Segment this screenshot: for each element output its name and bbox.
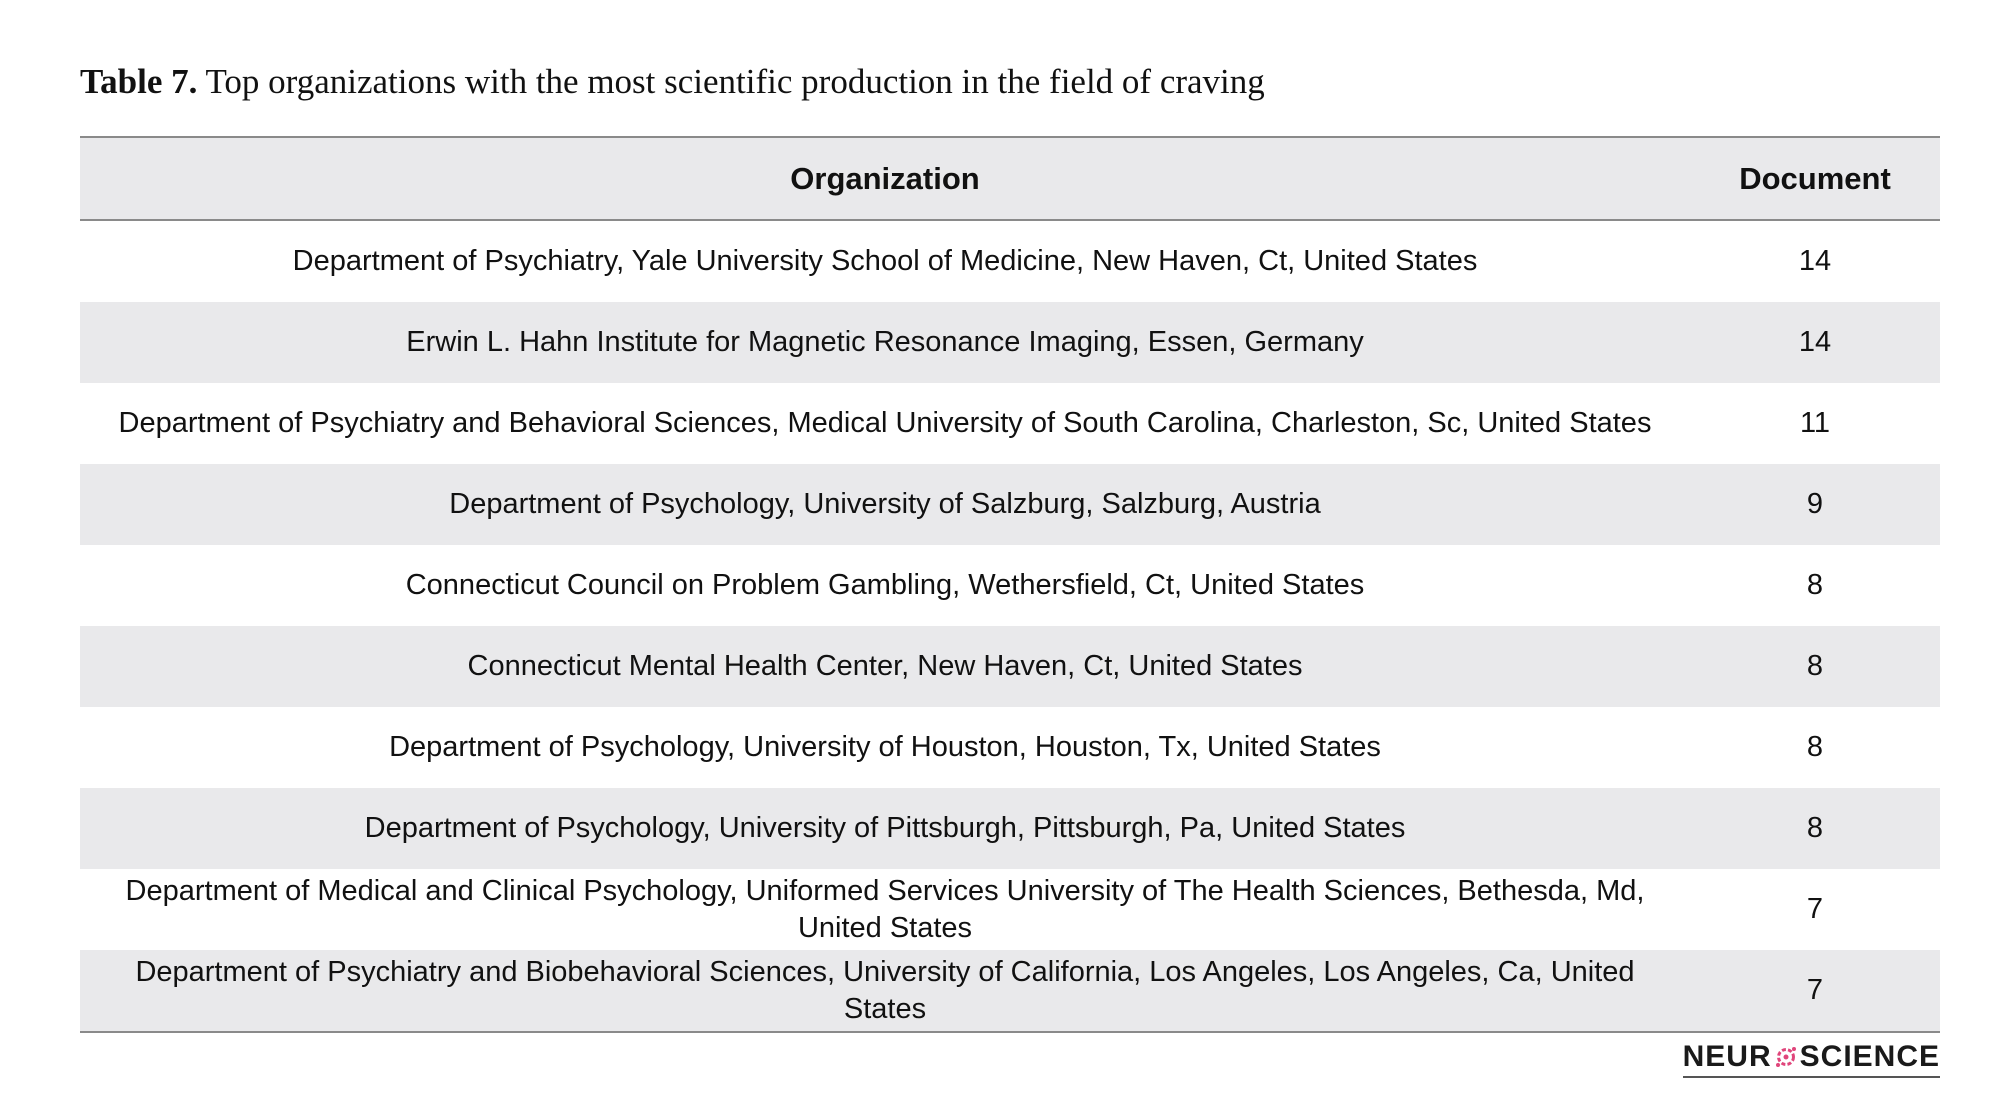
table-header-row (80, 137, 1940, 220)
neuron-o-icon (1773, 1044, 1799, 1070)
document-count-cell: 8 (1806, 731, 1824, 763)
document-count-cell: 8 (1806, 650, 1824, 682)
organization-cell: Department of Psychiatry and Biobehavioral Sciences, University of California, Los Angeles, Los Angeles, Ca, United States (80, 950, 1690, 1032)
document-count-cell: 14 (1798, 245, 1832, 277)
document-count-cell: 14 (1798, 326, 1832, 358)
table-row (80, 464, 1940, 545)
table-row (80, 302, 1940, 383)
table-row (80, 707, 1940, 788)
organization-cell: Erwin L. Hahn Institute for Magnetic Resonance Imaging, Essen, Germany (406, 326, 1364, 358)
organization-cell: Connecticut Council on Problem Gambling, Wethersfield, Ct, United States (405, 569, 1365, 601)
table-row (80, 869, 1940, 950)
organization-cell: Department of Psychology, University of Pittsburgh, Pittsburgh, Pa, United States (364, 812, 1406, 844)
document-count-cell: 11 (1799, 407, 1831, 439)
organization-cell: Department of Psychology, University of Houston, Houston, Tx, United States (389, 731, 1381, 763)
organization-cell: Department of Psychiatry, Yale University School of Medicine, New Haven, Ct, United States (292, 245, 1478, 277)
organizations-table (80, 136, 1940, 1033)
logo-text-left: NEUR (1682, 1040, 1772, 1073)
table-row (80, 545, 1940, 626)
neuroscience-logo (1683, 1040, 1940, 1078)
organization-cell: Department of Psychiatry and Behavioral Sciences, Medical University of South Carolina, Charleston, Sc, United States (118, 407, 1652, 439)
table-row (80, 626, 1940, 707)
table-row (80, 220, 1940, 302)
header-document: Document (1690, 137, 1940, 220)
document-count-cell: 8 (1806, 812, 1824, 844)
table-row (80, 950, 1940, 1032)
logo-text-right: SCIENCE (1799, 1040, 1940, 1073)
document-count-cell: 8 (1806, 569, 1824, 601)
table-caption (80, 58, 1940, 106)
organizations-table-container (80, 136, 1940, 1033)
organization-cell: Department of Medical and Clinical Psychology, Uniformed Services University of The Health Sciences, Bethesda, Md, United States (125, 874, 1645, 944)
organization-cell: Connecticut Mental Health Center, New Haven, Ct, United States (467, 650, 1303, 682)
table-row (80, 788, 1940, 869)
table-caption-text: Top organizations with the most scientific production in the field of craving (205, 62, 1265, 101)
document-count-cell: 7 (1806, 893, 1824, 925)
table-caption-label: Table 7. (80, 62, 198, 101)
table-row (80, 383, 1940, 464)
document-count-cell: 7 (1690, 950, 1940, 1032)
document-count-cell: 9 (1806, 488, 1824, 520)
header-organization: Organization (80, 137, 1690, 220)
organization-cell: Department of Psychology, University of Salzburg, Salzburg, Austria (449, 488, 1321, 520)
